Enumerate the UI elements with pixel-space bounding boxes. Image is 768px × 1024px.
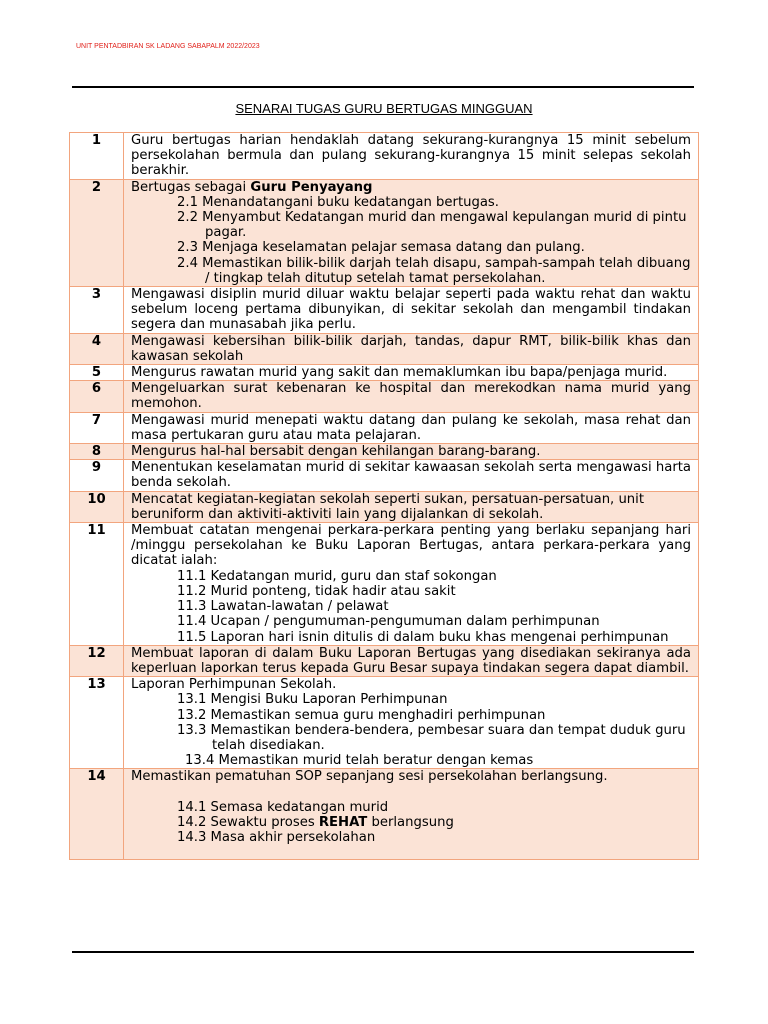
sub-item: 13.1 Mengisi Buku Laporan Perhimpunan <box>177 692 448 708</box>
row-text: Bertugas sebagai Guru Penyayang <box>131 179 373 195</box>
row-number: 10 <box>70 491 124 522</box>
row-number: 3 <box>70 287 124 334</box>
sub-item: 13.3 Memastikan bendera-bendera, pembesar suara dan tempat duduk guru telah disediakan. <box>177 722 686 753</box>
row-content <box>124 523 699 646</box>
sub-item: 11.4 Ucapan / pengumuman-pengumuman dalam perhimpunan <box>177 614 600 630</box>
table-row <box>70 460 699 491</box>
spacer <box>131 785 691 800</box>
sub-item: 14.3 Masa akhir persekolahan <box>177 829 376 845</box>
row-number: 11 <box>70 523 124 646</box>
sub-item: 11.5 Laporan hari isnin ditulis di dalam buku khas mengenai perhimpunan <box>177 629 669 645</box>
sub-item: 13.4 Memastikan murid telah beratur dengan kemas <box>185 753 534 769</box>
row-number: 8 <box>70 444 124 460</box>
table-row <box>70 645 699 676</box>
bottom-rule <box>72 951 694 953</box>
sub-item: 11.3 Lawatan-lawatan / pelawat <box>177 599 389 615</box>
table-row <box>70 287 699 334</box>
top-rule <box>72 86 694 88</box>
row-text: Mencatat kegiatan-kegiatan sekolah seperti sukan, persatuan-persatuan, unit beruniform dan aktiviti-aktiviti lain yang dijalankan di sekolah. <box>124 491 699 522</box>
row-text: Membuat catatan mengenai perkara-perkara penting yang berlaku sepanjang hari /minggu persekolahan ke Buku Laporan Bertugas, antara perkara-perkara yang dicatat ialah: <box>131 523 691 569</box>
row-text: Menentukan keselamatan murid di sekitar kawaasan sekolah serta mengawasi harta benda sekolah. <box>124 460 699 491</box>
table-row <box>70 133 699 180</box>
row-number: 4 <box>70 333 124 364</box>
row-number: 12 <box>70 645 124 676</box>
table-row <box>70 333 699 364</box>
row-number: 13 <box>70 677 124 769</box>
row-text: Mengawasi kebersihan bilik-bilik darjah, tandas, dapur RMT, bilik-bilik khas dan kawasan sekolah <box>124 333 699 364</box>
row-text: Mengurus rawatan murid yang sakit dan memaklumkan ibu bapa/penjaga murid. <box>124 365 699 381</box>
row-number: 2 <box>70 179 124 286</box>
row-number: 9 <box>70 460 124 491</box>
row-text: Laporan Perhimpunan Sekolah. <box>131 677 337 693</box>
emphasis: Guru Penyayang <box>250 179 373 195</box>
row-text: Mengeluarkan surat kebenaran ke hospital dan merekodkan nama murid yang memohon. <box>124 381 699 412</box>
row-text: Mengurus hal-hal bersabit dengan kehilangan barang-barang. <box>124 444 699 460</box>
table-row <box>70 381 699 412</box>
sub-item: 14.2 Sewaktu proses REHAT berlangsung <box>177 814 454 830</box>
sub-item: 11.2 Murid ponteng, tidak hadir atau sakit <box>177 583 456 599</box>
table-row <box>70 769 699 860</box>
sub-item: 13.2 Memastikan semua guru menghadiri perhimpunan <box>177 707 546 723</box>
table-row <box>70 412 699 443</box>
table-row <box>70 491 699 522</box>
sub-item: 2.2 Menyambut Kedatangan murid dan mengawal kepulangan murid di pintu pagar. <box>177 210 687 241</box>
emphasis: REHAT <box>318 814 368 830</box>
row-content <box>124 677 699 769</box>
row-number: 7 <box>70 412 124 443</box>
row-text: Mengawasi murid menepati waktu datang dan pulang ke sekolah, masa rehat dan masa pertukaran guru atau mata pelajaran. <box>124 412 699 443</box>
row-number: 5 <box>70 365 124 381</box>
header-note: UNIT PENTADBIRAN SK LADANG SABAPALM 2022/2023 <box>76 43 260 50</box>
sub-item: 2.1 Menandatangani buku kedatangan bertugas. <box>177 194 499 210</box>
row-text: Membuat laporan di dalam Buku Laporan Bertugas yang disediakan sekiranya ada keperluan laporkan terus kepada Guru Besar supaya tindakan segera dapat diambil. <box>124 645 699 676</box>
row-text: Mengawasi disiplin murid diluar waktu belajar seperti pada waktu rehat dan waktu sebelum loceng pertama dibunyikan, di sekitar sekolah dan mengambil tindakan segera dan munasabah jika perlu. <box>124 287 699 334</box>
row-content <box>124 179 699 286</box>
row-text: Memastikan pematuhan SOP sepanjang sesi persekolahan berlangsung. <box>131 769 608 785</box>
table-row <box>70 365 699 381</box>
sub-item: 2.3 Menjaga keselamatan pelajar semasa datang dan pulang. <box>177 240 585 256</box>
document-title: SENARAI TUGAS GURU BERTUGAS MINGGUAN <box>235 101 533 116</box>
table-row <box>70 444 699 460</box>
sub-item: 14.1 Semasa kedatangan murid <box>177 799 389 815</box>
row-content <box>124 769 699 860</box>
row-number: 6 <box>70 381 124 412</box>
row-text: Guru bertugas harian hendaklah datang sekurang-kurangnya 15 minit sebelum persekolahan bermula dan pulang sekurang-kurangnya 15 minit selepas sekolah berakhir. <box>124 133 699 180</box>
sub-item: 2.4 Memastikan bilik-bilik darjah telah disapu, sampah-sampah telah dibuang / tingkap telah ditutup setelah tamat persekolahan. <box>177 255 691 286</box>
duty-table <box>69 132 699 860</box>
row-number: 14 <box>70 769 124 860</box>
sub-item: 11.1 Kedatangan murid, guru dan staf sokongan <box>177 568 497 584</box>
row-number: 1 <box>70 133 124 180</box>
table-row <box>70 523 699 646</box>
table-row <box>70 677 699 769</box>
table-row <box>70 179 699 286</box>
